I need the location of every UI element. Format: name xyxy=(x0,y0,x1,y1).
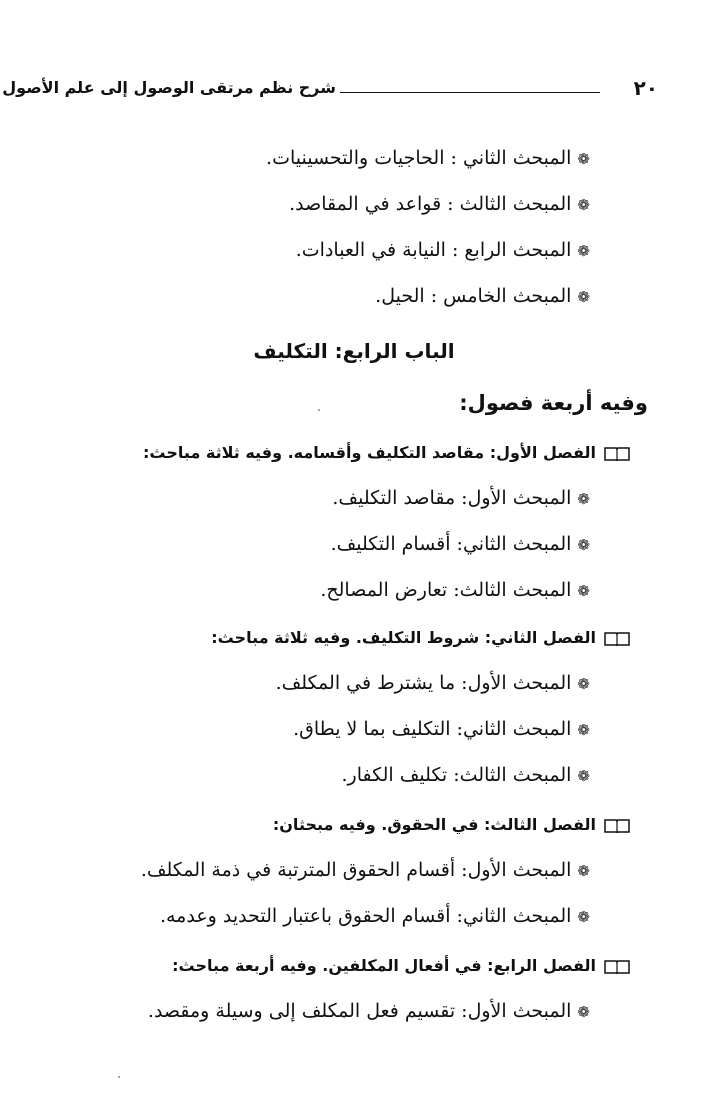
section-heading-1: الفصل الأول: مقاصد التكليف وأقسامه. وفيه ثلاثة مباحث: xyxy=(143,438,630,468)
bullet-icon: ❁ xyxy=(577,721,590,739)
list-item: ❁المبحث الأول: مقاصد التكليف. xyxy=(332,483,590,514)
bullet-icon: ❁ xyxy=(577,862,590,880)
list-item: ❁المبحث الثاني: أقسام التكليف. xyxy=(331,529,590,560)
bullet-icon: ❁ xyxy=(577,288,590,306)
list-item: ❁المبحث الرابع : النيابة في العبادات. xyxy=(296,235,590,266)
list-item: ❁المبحث الثالث: تكليف الكفار. xyxy=(342,760,591,791)
bullet-icon: ❁ xyxy=(577,767,590,785)
bullet-icon: ❁ xyxy=(577,242,590,260)
bullet-icon: ❁ xyxy=(577,675,590,693)
open-book-icon xyxy=(604,631,630,647)
page-header xyxy=(2,72,668,112)
section-heading-4: الفصل الرابع: في أفعال المكلفين. وفيه أربعة مباحث: xyxy=(172,951,630,981)
bullet-icon: ❁ xyxy=(577,908,590,926)
header-rule xyxy=(340,92,600,93)
list-item: ❁المبحث الثاني: التكليف بما لا يطاق. xyxy=(293,714,590,745)
list-item: ❁المبحث الخامس : الحيل. xyxy=(375,281,590,312)
scan-speck xyxy=(318,409,320,411)
chapter-intro: وفيه أربعة فصول: xyxy=(459,391,648,415)
bullet-icon: ❁ xyxy=(577,536,590,554)
open-book-icon xyxy=(604,818,630,834)
list-item: ❁المبحث الأول: ما يشترط في المكلف. xyxy=(276,668,590,699)
scan-speck xyxy=(118,1076,120,1078)
list-item: ❁المبحث الأول: أقسام الحقوق المترتبة في ذمة المكلف. xyxy=(141,855,590,886)
list-item: ❁المبحث الثالث : قواعد في المقاصد. xyxy=(289,189,590,220)
bullet-icon: ❁ xyxy=(577,582,590,600)
bullet-icon: ❁ xyxy=(577,196,590,214)
page-number: ٢٠ xyxy=(633,76,658,100)
section-heading-2: الفصل الثاني: شروط التكليف. وفيه ثلاثة مباحث: xyxy=(211,623,630,653)
list-item: ❁المبحث الثالث: تعارض المصالح. xyxy=(320,575,590,606)
open-book-icon xyxy=(604,959,630,975)
running-title: شرح نظم مرتقى الوصول إلى علم الأصول xyxy=(2,78,336,97)
open-book-icon xyxy=(604,446,630,462)
list-item: ❁المبحث الثاني: أقسام الحقوق باعتبار التحديد وعدمه. xyxy=(160,901,590,932)
chapter-title: الباب الرابع: التكليف xyxy=(253,339,455,363)
bullet-icon: ❁ xyxy=(577,490,590,508)
list-item: ❁المبحث الأول: تقسيم فعل المكلف إلى وسيلة ومقصد. xyxy=(148,996,590,1027)
bullet-icon: ❁ xyxy=(577,1003,590,1021)
bullet-icon: ❁ xyxy=(577,150,590,168)
section-heading-3: الفصل الثالث: في الحقوق. وفيه مبحثان: xyxy=(273,810,630,840)
list-item: ❁المبحث الثاني : الحاجيات والتحسينيات. xyxy=(266,143,590,174)
